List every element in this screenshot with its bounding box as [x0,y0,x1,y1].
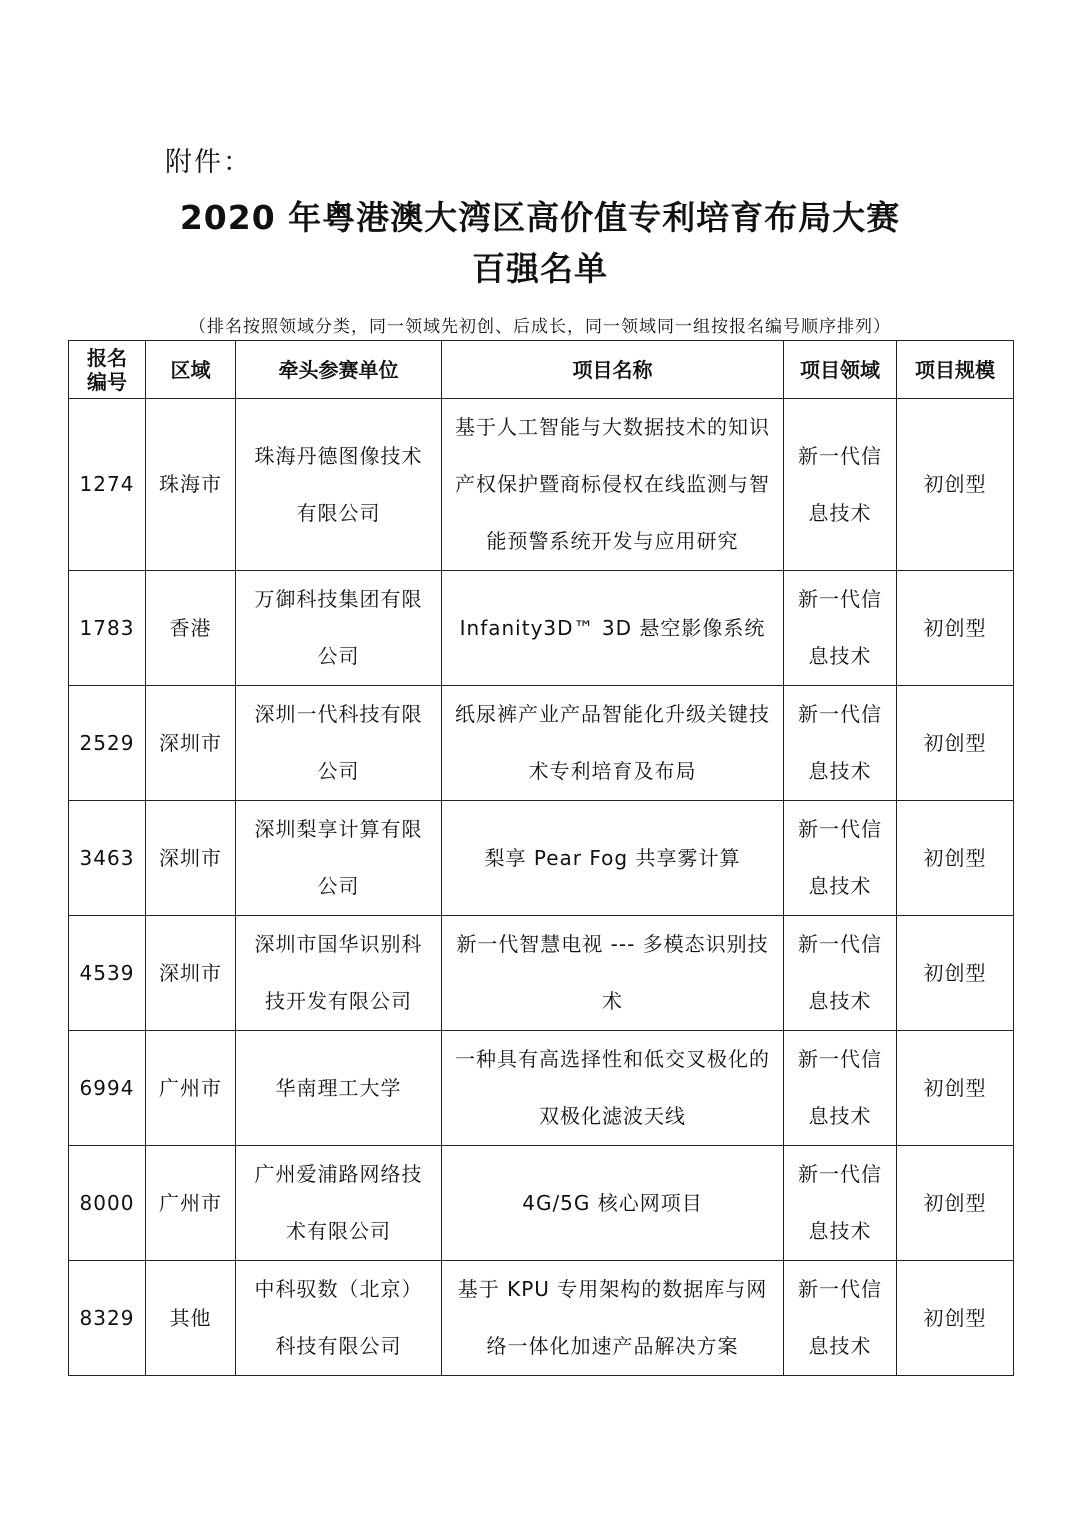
cell-project-scale: 初创型 [897,916,1014,1031]
cell-registration-number: 1274 [69,399,146,571]
cell-lead-unit: 万御科技集团有限公司 [236,571,442,686]
cell-project-name: 纸尿裤产业产品智能化升级关键技术专利培育及布局 [442,686,784,801]
cell-region: 广州市 [146,1031,236,1146]
cell-project-field: 新一代信息技术 [784,1261,897,1376]
cell-project-scale: 初创型 [897,686,1014,801]
cell-region: 珠海市 [146,399,236,571]
header-region: 区域 [146,341,236,399]
cell-project-field: 新一代信息技术 [784,571,897,686]
cell-project-scale: 初创型 [897,1146,1014,1261]
document-subtitle: 百强名单 [472,249,608,288]
cell-lead-unit: 深圳市国华识别科技开发有限公司 [236,916,442,1031]
cell-project-field: 新一代信息技术 [784,801,897,916]
cell-project-name: 基于人工智能与大数据技术的知识产权保护暨商标侵权在线监测与智能预警系统开发与应用研究 [442,399,784,571]
cell-project-name: 新一代智慧电视 --- 多模态识别技术 [442,916,784,1031]
sorting-note: （排名按照领域分类，同一领域先初创、后成长，同一领域同一组按报名编号顺序排列） [189,317,891,337]
cell-project-name: Infanity3D™ 3D 悬空影像系统 [442,571,784,686]
table-row [69,686,1014,801]
cell-project-field: 新一代信息技术 [784,399,897,571]
header-project-name: 项目名称 [442,341,784,399]
cell-project-name: 基于 KPU 专用架构的数据库与网络一体化加速产品解决方案 [442,1261,784,1376]
cell-project-scale: 初创型 [897,399,1014,571]
cell-project-name: 一种具有高选择性和低交叉极化的双极化滤波天线 [442,1031,784,1146]
cell-registration-number: 4539 [69,916,146,1031]
header-project-field: 项目领域 [784,341,897,399]
cell-region: 其他 [146,1261,236,1376]
header-project-scale: 项目规模 [897,341,1014,399]
cell-project-field: 新一代信息技术 [784,1146,897,1261]
cell-registration-number: 3463 [69,801,146,916]
cell-lead-unit: 深圳一代科技有限公司 [236,686,442,801]
attachment-label: 附件： [165,147,252,178]
table-row [69,571,1014,686]
header-lead-unit: 牵头参赛单位 [236,341,442,399]
cell-region: 深圳市 [146,916,236,1031]
cell-lead-unit: 珠海丹德图像技术有限公司 [236,399,442,571]
table-row [69,801,1014,916]
cell-lead-unit: 深圳梨享计算有限公司 [236,801,442,916]
header-registration-number-line1: 报名 [87,345,127,370]
table-header-row [69,341,1014,399]
cell-project-field: 新一代信息技术 [784,1031,897,1146]
cell-project-scale: 初创型 [897,1261,1014,1376]
table-row [69,1261,1014,1376]
table-row [69,1146,1014,1261]
cell-registration-number: 8329 [69,1261,146,1376]
cell-lead-unit: 广州爱浦路网络技术有限公司 [236,1146,442,1261]
cell-region: 香港 [146,571,236,686]
cell-project-name: 梨享 Pear Fog 共享雾计算 [442,801,784,916]
cell-project-field: 新一代信息技术 [784,686,897,801]
cell-region: 深圳市 [146,801,236,916]
cell-registration-number: 6994 [69,1031,146,1146]
cell-project-name: 4G/5G 核心网项目 [442,1146,784,1261]
table-row [69,1031,1014,1146]
cell-lead-unit: 华南理工大学 [236,1031,442,1146]
cell-project-scale: 初创型 [897,571,1014,686]
cell-project-scale: 初创型 [897,1031,1014,1146]
cell-registration-number: 8000 [69,1146,146,1261]
cell-registration-number: 2529 [69,686,146,801]
header-registration-number [69,341,146,399]
cell-registration-number: 1783 [69,571,146,686]
cell-project-field: 新一代信息技术 [784,916,897,1031]
document-title: 2020 年粤港澳大湾区高价值专利培育布局大赛 [179,198,901,237]
table-row [69,916,1014,1031]
cell-region: 深圳市 [146,686,236,801]
cell-lead-unit: 中科驭数（北京）科技有限公司 [236,1261,442,1376]
cell-region: 广州市 [146,1146,236,1261]
header-registration-number-line2: 编号 [87,369,127,394]
cell-project-scale: 初创型 [897,801,1014,916]
finalist-table [68,340,1014,1376]
table-row [69,399,1014,571]
